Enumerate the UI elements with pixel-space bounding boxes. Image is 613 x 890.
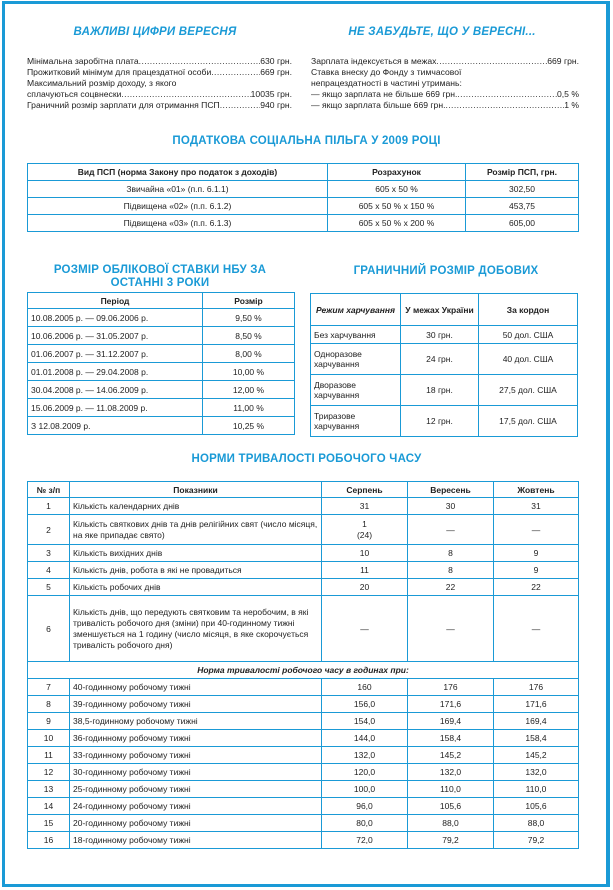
- table-cell: 120,0: [322, 764, 408, 781]
- table-subheader: Норма тривалості робочого часу в годинах при:: [28, 662, 579, 679]
- table-cell: 11: [28, 747, 70, 764]
- per-diem-heading: ГРАНИЧНИЙ РОЗМІР ДОБОВИХ: [353, 265, 539, 277]
- table-row: [28, 730, 579, 747]
- table-row: [28, 679, 579, 696]
- table-cell: Кількість днів, робота в які не провадиться: [70, 562, 322, 579]
- table-cell: 156,0: [322, 696, 408, 713]
- table-cell: 96,0: [322, 798, 408, 815]
- table-cell: 79,2: [408, 832, 494, 849]
- table-cell: 11,00 %: [203, 399, 295, 417]
- table-row: [28, 781, 579, 798]
- column-header: Вид ПСП (норма Закону про податок з доходів): [28, 164, 328, 181]
- table-cell: 40-годинному робочому тижні: [70, 679, 322, 696]
- table-cell: 10.08.2005 р. — 09.06.2006 р.: [28, 309, 203, 327]
- remember-heading: НЕ ЗАБУДЬТЕ, ЩО У ВЕРЕСНІ...: [348, 26, 536, 38]
- table-row: [28, 381, 295, 399]
- table-cell: 5: [28, 579, 70, 596]
- table-cell: 36-годинному робочому тижні: [70, 730, 322, 747]
- key-figures-heading: ВАЖЛИВІ ЦИФРИ ВЕРЕСНЯ: [73, 26, 237, 38]
- table-cell: 01.06.2007 р. — 31.12.2007 р.: [28, 345, 203, 363]
- column-header: Серпень: [322, 482, 408, 498]
- table-cell: Підвищена «02» (п.п. 6.1.2): [28, 198, 328, 215]
- table-cell: 1: [28, 498, 70, 515]
- table-cell: 50 дол. США: [479, 326, 578, 344]
- table-row: [311, 344, 578, 375]
- table-cell: —: [494, 515, 579, 545]
- table-header-row: [311, 294, 578, 326]
- table-cell: Триразове харчування: [311, 406, 401, 437]
- min-wage-row: Мінімальна заробітна плата ..... 630 грн.: [27, 56, 292, 67]
- table-row: [311, 375, 578, 406]
- table-cell: 20-годинному робочому тижні: [70, 815, 322, 832]
- table-cell: 12 грн.: [401, 406, 479, 437]
- table-cell: 605,00: [466, 215, 579, 232]
- table-row: [28, 515, 579, 545]
- table-cell: 110,0: [408, 781, 494, 798]
- table-cell: 7: [28, 679, 70, 696]
- table-cell: 12: [28, 764, 70, 781]
- column-header: Вересень: [408, 482, 494, 498]
- table-cell: 8,50 %: [203, 327, 295, 345]
- table-cell: —: [494, 596, 579, 662]
- table-row: [28, 713, 579, 730]
- table-cell: —: [322, 596, 408, 662]
- column-header: У межах України: [401, 294, 479, 326]
- table-cell: 18-годинному робочому тижні: [70, 832, 322, 849]
- tax-benefit-table: [27, 163, 579, 232]
- table-cell: 144,0: [322, 730, 408, 747]
- table-cell: 132,0: [408, 764, 494, 781]
- table-cell: 88,0: [408, 815, 494, 832]
- table-cell: 105,6: [494, 798, 579, 815]
- table-cell: Кількість вихідних днів: [70, 545, 322, 562]
- table-cell: 16: [28, 832, 70, 849]
- table-cell: 11: [322, 562, 408, 579]
- table-cell: —: [408, 596, 494, 662]
- table-cell: 31: [494, 498, 579, 515]
- table-cell: 145,2: [494, 747, 579, 764]
- column-header: За кордон: [479, 294, 578, 326]
- rate-line-1: Ставка внеску до Фонду з тимчасової: [311, 67, 462, 77]
- table-header-row: [28, 293, 295, 309]
- column-header: Жовтень: [494, 482, 579, 498]
- table-cell: 171,6: [494, 696, 579, 713]
- indexed-row: Зарплата індексується в межах ..... 669 грн.: [311, 56, 579, 67]
- table-row: [28, 562, 579, 579]
- table-cell: 10: [322, 545, 408, 562]
- table-cell: 176: [494, 679, 579, 696]
- table-cell: 40 дол. США: [479, 344, 578, 375]
- table-cell: 9: [28, 713, 70, 730]
- column-header: Розмір: [203, 293, 295, 309]
- table-cell: 158,4: [408, 730, 494, 747]
- table-cell: 88,0: [494, 815, 579, 832]
- column-header: Показники: [70, 482, 322, 498]
- table-row: [28, 815, 579, 832]
- table-cell: 8: [408, 562, 494, 579]
- table-cell: Звичайна «01» (п.п. 6.1.1): [28, 181, 328, 198]
- table-cell: 15.06.2009 р. — 11.08.2009 р.: [28, 399, 203, 417]
- table-cell: 132,0: [322, 747, 408, 764]
- column-header: Розмір ПСП, грн.: [466, 164, 579, 181]
- table-cell: 30-годинному робочому тижні: [70, 764, 322, 781]
- table-cell: 24 грн.: [401, 344, 479, 375]
- table-cell: 8: [28, 696, 70, 713]
- per-diem-table: [310, 293, 578, 437]
- table-row: [28, 498, 579, 515]
- table-row: [28, 798, 579, 815]
- table-cell: 158,4: [494, 730, 579, 747]
- table-cell: Одноразове харчування: [311, 344, 401, 375]
- table-row: [28, 579, 579, 596]
- table-row: [28, 764, 579, 781]
- table-cell: Кількість календарних днів: [70, 498, 322, 515]
- table-row: [28, 747, 579, 764]
- table-cell: Кількість робочих днів: [70, 579, 322, 596]
- table-cell: 10.06.2006 р. — 31.05.2007 р.: [28, 327, 203, 345]
- table-row: [28, 215, 579, 232]
- table-cell: 17,5 дол. США: [479, 406, 578, 437]
- table-cell: Підвищена «03» (п.п. 6.1.3): [28, 215, 328, 232]
- table-cell: 9: [494, 562, 579, 579]
- table-cell: 8,00 %: [203, 345, 295, 363]
- table-cell: 27,5 дол. США: [479, 375, 578, 406]
- table-cell: 4: [28, 562, 70, 579]
- table-cell: 105,6: [408, 798, 494, 815]
- table-cell: 9: [494, 545, 579, 562]
- rate-gt-row: — якщо зарплата більше 669 грн. ..... 1 %: [311, 100, 579, 111]
- table-cell: 3: [28, 545, 70, 562]
- table-cell: Без харчування: [311, 326, 401, 344]
- table-cell: 30.04.2008 р. — 14.06.2009 р.: [28, 381, 203, 399]
- table-cell: 100,0: [322, 781, 408, 798]
- table-cell: 25-годинному робочому тижні: [70, 781, 322, 798]
- table-cell: 10,25 %: [203, 417, 295, 435]
- table-cell: 15: [28, 815, 70, 832]
- tax-benefit-heading: ПОДАТКОВА СОЦІАЛЬНА ПІЛЬГА У 2009 РОЦІ: [172, 135, 441, 147]
- table-cell: 154,0: [322, 713, 408, 730]
- remember-list: [311, 56, 579, 111]
- table-row: [28, 596, 579, 662]
- table-row: [28, 399, 295, 417]
- table-cell: 30: [408, 498, 494, 515]
- table-cell: 80,0: [322, 815, 408, 832]
- nbu-rate-table: [27, 292, 295, 435]
- key-figures-list: [27, 56, 292, 111]
- table-cell: 79,2: [494, 832, 579, 849]
- table-cell: 9,50 %: [203, 309, 295, 327]
- table-cell: 453,75: [466, 198, 579, 215]
- table-cell: 169,4: [494, 713, 579, 730]
- column-header: № з/п: [28, 482, 70, 498]
- table-row: [28, 363, 295, 381]
- table-cell: 18 грн.: [401, 375, 479, 406]
- table-cell: 20: [322, 579, 408, 596]
- table-header-row: [28, 482, 579, 498]
- max-income-label: Максимальний розмір доходу, з якого: [27, 78, 177, 88]
- table-cell: 38,5-годинному робочому тижні: [70, 713, 322, 730]
- table-cell: 39-годинному робочому тижні: [70, 696, 322, 713]
- table-cell: 605 х 50 %: [328, 181, 466, 198]
- table-cell: 13: [28, 781, 70, 798]
- column-header: Розрахунок: [328, 164, 466, 181]
- table-cell: Дворазове харчування: [311, 375, 401, 406]
- working-time-table: [27, 481, 579, 849]
- table-cell: 72,0: [322, 832, 408, 849]
- table-cell: 110,0: [494, 781, 579, 798]
- working-time-heading: НОРМИ ТРИВАЛОСТІ РОБОЧОГО ЧАСУ: [191, 453, 422, 465]
- table-cell: 171,6: [408, 696, 494, 713]
- table-cell: 160: [322, 679, 408, 696]
- table-cell: 6: [28, 596, 70, 662]
- table-cell: 01.01.2008 р. — 29.04.2008 р.: [28, 363, 203, 381]
- table-cell: 132,0: [494, 764, 579, 781]
- table-cell: Кількість святкових днів та днів релігійних свят (число місяця, на яке припадає свято): [70, 515, 322, 545]
- table-cell: 145,2: [408, 747, 494, 764]
- table-cell: 605 х 50 % х 200 %: [328, 215, 466, 232]
- column-header: Період: [28, 293, 203, 309]
- table-cell: 14: [28, 798, 70, 815]
- table-cell: 10,00 %: [203, 363, 295, 381]
- column-header: Режим харчування: [311, 294, 401, 326]
- table-row: [28, 345, 295, 363]
- table-cell: 12,00 %: [203, 381, 295, 399]
- nbu-rate-heading: РОЗМІР ОБЛІКОВОЇ СТАВКИ НБУ ЗА ОСТАННІ 3 РОКИ: [53, 264, 267, 289]
- table-row: [28, 696, 579, 713]
- table-cell: Кількість днів, що передують святковим та неробочим, в які тривалість робочого дня (зміни) при 40-годинному тижні зменшується на 1 годину (число місяця, в яке скорочується тривалість робочого дня): [70, 596, 322, 662]
- table-header-row: [28, 164, 579, 181]
- table-row: [311, 326, 578, 344]
- table-cell: 24-годинному робочому тижні: [70, 798, 322, 815]
- table-subheader-row: [28, 662, 579, 679]
- table-row: [28, 181, 579, 198]
- table-cell: 1 (24): [322, 515, 408, 545]
- rate-line-2: непрацездатності в частині утримань:: [311, 78, 462, 88]
- table-row: [311, 406, 578, 437]
- table-cell: 22: [408, 579, 494, 596]
- table-row: [28, 832, 579, 849]
- table-cell: 22: [494, 579, 579, 596]
- table-cell: 10: [28, 730, 70, 747]
- max-income-row: сплачуються соцвнески ..... 10035 грн.: [27, 89, 292, 100]
- table-cell: 31: [322, 498, 408, 515]
- table-row: [28, 545, 579, 562]
- table-row: [28, 309, 295, 327]
- table-cell: 169,4: [408, 713, 494, 730]
- table-row: [28, 327, 295, 345]
- subsistence-row: Прожитковий мінімум для працездатної особи ..... 669 грн.: [27, 67, 292, 78]
- rate-le-row: — якщо зарплата не більше 669 грн. ..... 0,5 %: [311, 89, 579, 100]
- psp-limit-row: Граничний розмір зарплати для отримання ПСП ..... 940 грн.: [27, 100, 292, 111]
- table-cell: 2: [28, 515, 70, 545]
- table-cell: 8: [408, 545, 494, 562]
- table-cell: —: [408, 515, 494, 545]
- table-cell: 176: [408, 679, 494, 696]
- table-cell: З 12.08.2009 р.: [28, 417, 203, 435]
- table-cell: 605 х 50 % х 150 %: [328, 198, 466, 215]
- table-row: [28, 417, 295, 435]
- table-cell: 30 грн.: [401, 326, 479, 344]
- table-row: [28, 198, 579, 215]
- table-cell: 302,50: [466, 181, 579, 198]
- table-cell: 33-годинному робочому тижні: [70, 747, 322, 764]
